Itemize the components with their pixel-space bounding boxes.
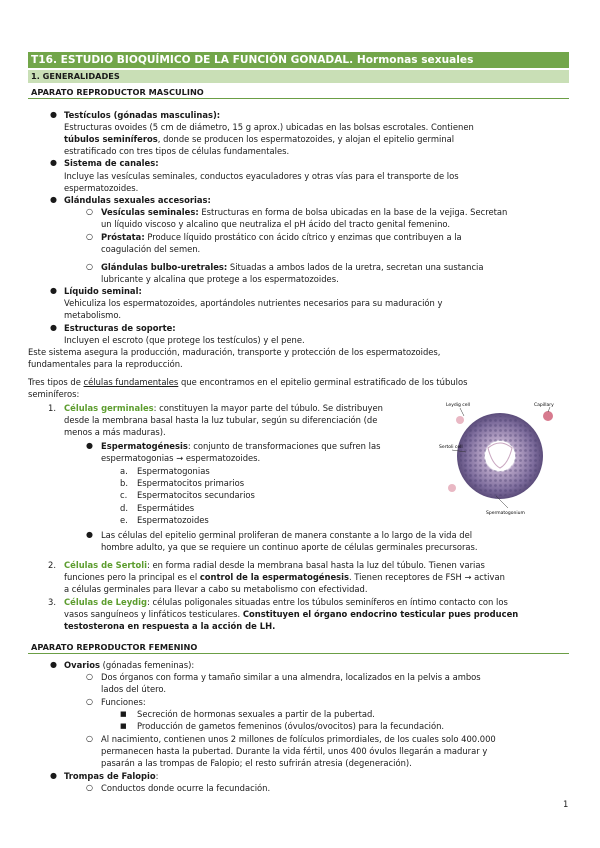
paragraph: Tres tipos de células fundamentales que encontramos en el epitelio germinal estratificado de los túbulos [28, 377, 468, 387]
leydig-label: Leydig cell [446, 403, 470, 408]
hollow-bullet-icon: ○ [86, 783, 93, 792]
vesiculas-text: un líquido viscoso y alcalino que neutraliza el pH ácido del tracto genital femenino. [101, 219, 451, 229]
ovarios-text: lados del útero. [101, 684, 167, 694]
hollow-bullet-icon: ○ [86, 672, 93, 681]
hollow-bullet-icon: ○ [86, 207, 93, 216]
leydig-text: vasos sanguíneos y linfáticos testiculares. Constituyen el órgano endocrino testicular pues producen [64, 609, 519, 619]
testiculos-text: estratificado con tres tipos de células fundamentales. [64, 146, 290, 156]
trompas-text: Conductos donde ocurre la fecundación. [101, 783, 271, 793]
capillary-label: Capillary [534, 403, 554, 408]
list-number: 1. [48, 403, 56, 413]
stage-item: Espermátides [137, 503, 195, 513]
subheading-male: APARATO REPRODUCTOR MASCULINO [28, 86, 569, 99]
canales-text: Incluye las vesículas seminales, conductos eyaculadores y otras vías para el transporte de los [64, 171, 459, 181]
prostata-text: Próstata: Produce líquido prostático con ácido cítrico y enzimas que contribuyen a la [101, 232, 462, 242]
document-title: T16. ESTUDIO BIOQUÍMICO DE LA FUNCIÓN GONADAL. Hormonas sexuales [28, 52, 569, 68]
bullet-icon: ● [50, 323, 57, 332]
stage-item: Espermatocitos primarios [137, 478, 245, 488]
hollow-bullet-icon: ○ [86, 734, 93, 743]
bulbo-text: Glándulas bulbo-uretrales: Situadas a ambos lados de la uretra, secretan una sustancia [101, 262, 484, 272]
espermatogenesis-text: Espermatogénesis: conjunto de transformaciones que sufren las [101, 441, 381, 451]
sertoli-text: Células de Sertoli: en forma radial desde la membrana basal hasta la luz del túbulo. Tienen varias [64, 560, 485, 570]
trompas-title: Trompas de Falopio: [64, 771, 159, 781]
funcion-item: Secreción de hormonas sexuales a partir de la pubertad. [137, 709, 375, 719]
nacimiento-text: Al nacimiento, contienen unos 2 millones de folículos primordiales, de los cuales solo 400.000 [101, 734, 496, 744]
label-leader [460, 408, 464, 416]
proliferacion-text: Las células del epitelio germinal proliferan de manera constante a lo largo de la vida del [101, 530, 473, 540]
liquido-title: Líquido seminal: [64, 286, 142, 296]
testiculos-text: Estructuras ovoides (5 cm de diámetro, 15 g aprox.) ubicadas en las bolsas escrotales. Contienen [64, 122, 474, 132]
canales-text: espermatozoides. [64, 183, 139, 193]
stage-item: Espermatocitos secundarios [137, 490, 255, 500]
vesiculas-text: Vesículas seminales: Estructuras en forma de bolsa ubicadas en la base de la vejiga. Secretan [101, 207, 508, 217]
sertoli-text: a células germinales para llevar a cabo su metabolismo con efectividad. [64, 584, 368, 594]
stage-item: Espermatogonias [137, 466, 210, 476]
funcion-item: Producción de gametos femeninos (óvulos/ovocitos) para la fecundación. [137, 721, 445, 731]
hollow-bullet-icon: ○ [86, 697, 93, 706]
bullet-icon: ● [50, 771, 57, 780]
stage-item: Espermatozoides [137, 515, 209, 525]
germinales-text: Células germinales: constituyen la mayor parte del túbulo. Se distribuyen [64, 403, 383, 413]
bullet-icon: ● [50, 195, 57, 204]
liquido-text: Vehiculiza los espermatozoides, aportándoles nutrientes necesarios para su maduración y [64, 298, 443, 308]
liquido-text: metabolismo. [64, 310, 121, 320]
paragraph: Este sistema asegura la producción, maduración, transporte y protección de los espermatozoides, [28, 347, 441, 357]
tubule-lumen [485, 441, 515, 471]
nacimiento-text: permanecen hasta la pubertad. Durante la vida fértil, unos 400 óvulos llegarán a madurar y [101, 746, 488, 756]
stage-letter: c. [120, 490, 128, 500]
nacimiento-text: pasarán a las trompas de Falopio; el resto sufrirán atresia (degeneración). [101, 758, 412, 768]
soporte-title: Estructuras de soporte: [64, 323, 176, 333]
prostata-text: coagulación del semen. [101, 244, 201, 254]
proliferacion-text: hombre adulto, ya que se requiere un continuo aporte de células germinales precursoras. [101, 542, 478, 552]
stage-letter: e. [120, 515, 128, 525]
spermatogonium-label: Spermatogonium [486, 511, 525, 516]
stage-letter: a. [120, 466, 128, 476]
paragraph: fundamentales para la reproducción. [28, 359, 183, 369]
bullet-icon: ● [50, 110, 57, 119]
list-number: 2. [48, 560, 56, 570]
list-number: 3. [48, 597, 56, 607]
bulbo-text: lubricante y alcalina que protege a los espermatozoides. [101, 274, 339, 284]
hollow-bullet-icon: ○ [86, 232, 93, 241]
hollow-bullet-icon: ○ [86, 262, 93, 271]
bullet-icon: ● [86, 441, 93, 450]
glandulas-title: Glándulas sexuales accesorias: [64, 195, 211, 205]
soporte-text: Incluyen el escroto (que protege los testículos) y el pene. [64, 335, 305, 345]
seminiferous-tubule-figure [438, 398, 576, 518]
paragraph: seminíferos: [28, 389, 80, 399]
square-bullet-icon: ■ [120, 722, 127, 730]
testiculos-text: túbulos seminíferos, donde se producen los espermatozoides, y alojan el epitelio germinal [64, 134, 455, 144]
germinales-text: desde la membrana basal hasta la luz tubular, según su diferenciación (de [64, 415, 378, 425]
square-bullet-icon: ■ [120, 710, 127, 718]
subheading-female: APARATO REPRODUCTOR FEMENINO [28, 641, 569, 654]
leydig-text: testosterona en respuesta a la acción de LH. [64, 621, 276, 631]
page-number: 1 [563, 799, 569, 809]
bullet-icon: ● [50, 660, 57, 669]
capillary-shape [543, 411, 553, 421]
stage-letter: d. [120, 503, 128, 513]
ovarios-title: Ovarios (gónadas femeninas): [64, 660, 195, 670]
canales-title: Sistema de canales: [64, 158, 159, 168]
stage-letter: b. [120, 478, 128, 488]
sertoli-text: funciones pero la principal es el control de la espermatogénesis. Tienen receptores de FSH → activan [64, 572, 505, 582]
testiculos-title: Testículos (gónadas masculinas): [64, 110, 221, 120]
bullet-icon: ● [50, 158, 57, 167]
germinales-text: menos a más maduras). [64, 427, 166, 437]
funciones-label: Funciones: [101, 697, 146, 707]
leydig-text: Células de Leydig: células poligonales situadas entre los túbulos seminíferos en íntimo contacto con los [64, 597, 508, 607]
sertoli-label: Sertoli cell [439, 445, 463, 450]
bullet-icon: ● [86, 530, 93, 539]
section-heading-generalidades: 1. GENERALIDADES [28, 70, 569, 83]
ovarios-text: Dos órganos con forma y tamaño similar a una almendra, localizados en la pelvis a ambos [101, 672, 481, 682]
leydig-cell-shape [456, 416, 464, 424]
leydig-cell-shape [448, 484, 456, 492]
bullet-icon: ● [50, 286, 57, 295]
espermatogenesis-text: espermatogonias → espermatozoides. [101, 453, 261, 463]
